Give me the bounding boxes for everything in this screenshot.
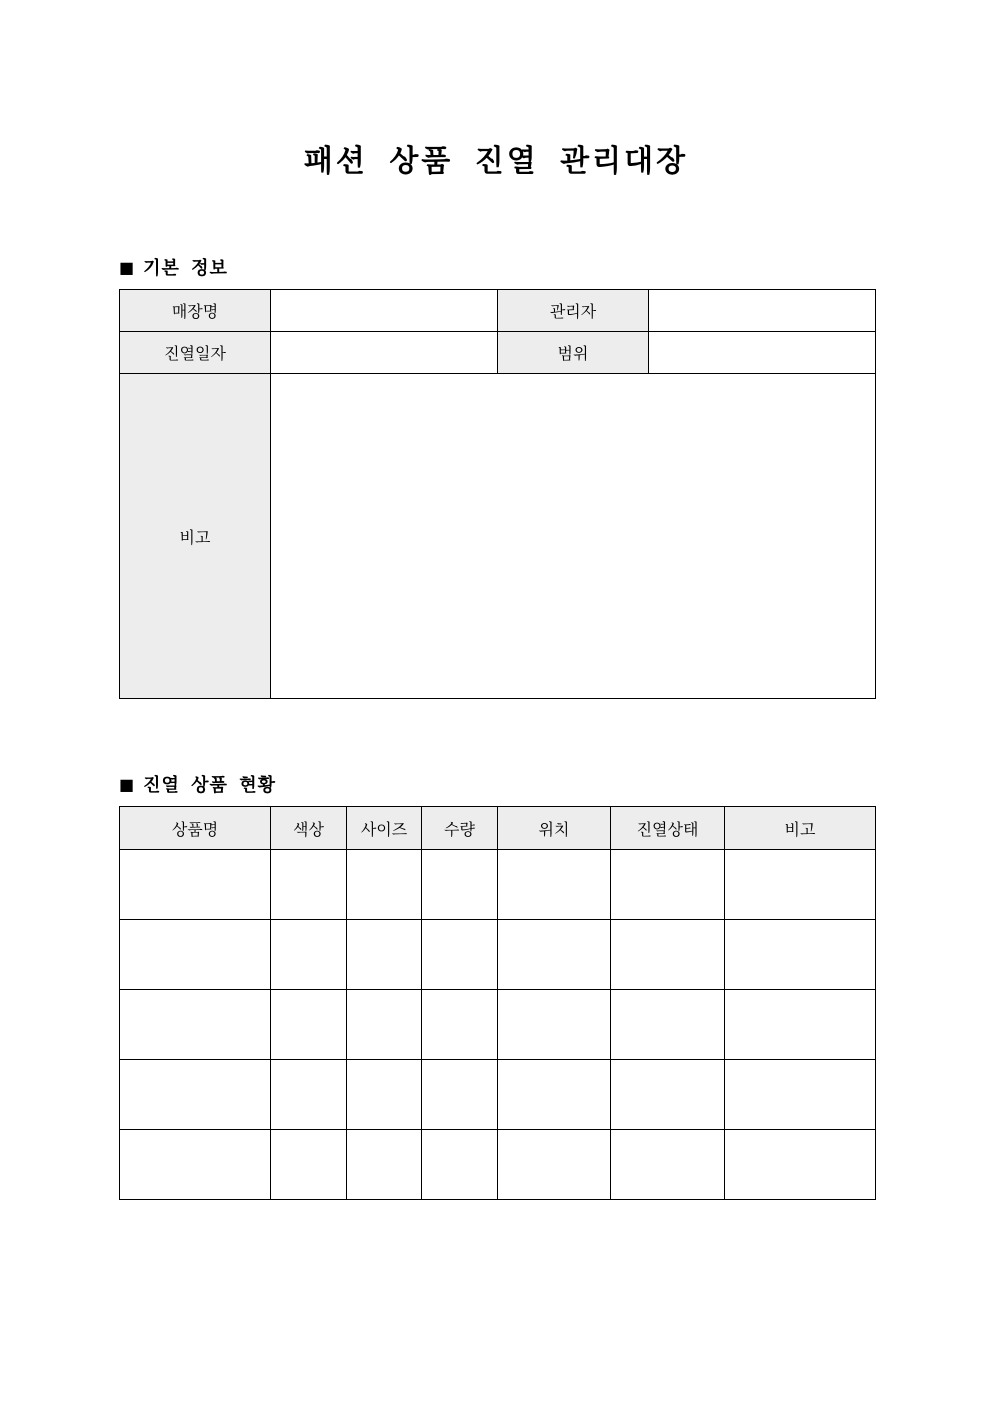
display-status-cell[interactable] [611, 1060, 725, 1130]
quantity-cell[interactable] [422, 990, 498, 1060]
column-header-quantity: 수량 [422, 807, 498, 850]
table-row [120, 920, 876, 990]
manager-label: 관리자 [498, 290, 649, 332]
column-header-remarks: 비고 [725, 807, 876, 850]
page-title: 패션 상품 진열 관리대장 [303, 144, 689, 179]
product-name-cell[interactable] [120, 850, 271, 920]
location-cell[interactable] [498, 850, 611, 920]
store-name-field[interactable] [271, 290, 498, 332]
info-row [120, 374, 876, 699]
product-name-cell[interactable] [120, 990, 271, 1060]
location-cell[interactable] [498, 990, 611, 1060]
remarks-field[interactable] [271, 374, 876, 699]
color-cell[interactable] [271, 920, 347, 990]
store-name-label: 매장명 [120, 290, 271, 332]
products-heading [119, 771, 276, 797]
basic-info-heading [119, 254, 228, 280]
table-row [120, 1060, 876, 1130]
display-status-cell[interactable] [611, 990, 725, 1060]
scope-field[interactable] [649, 332, 876, 374]
product-name-cell[interactable] [120, 1130, 271, 1200]
display-status-cell[interactable] [611, 1130, 725, 1200]
square-bullet-icon: ■ [119, 774, 136, 794]
location-cell[interactable] [498, 1060, 611, 1130]
color-cell[interactable] [271, 850, 347, 920]
info-row [120, 290, 876, 332]
quantity-cell[interactable] [422, 850, 498, 920]
products-table [119, 806, 876, 1200]
column-header-product-name: 상품명 [120, 807, 271, 850]
location-cell[interactable] [498, 1130, 611, 1200]
column-header-display-status: 진열상태 [611, 807, 725, 850]
column-header-color: 색상 [271, 807, 347, 850]
display-date-field[interactable] [271, 332, 498, 374]
color-cell[interactable] [271, 1060, 347, 1130]
quantity-cell[interactable] [422, 920, 498, 990]
column-header-location: 위치 [498, 807, 611, 850]
basic-info-heading-label: 기본 정보 [143, 258, 228, 279]
display-status-cell[interactable] [611, 920, 725, 990]
manager-field[interactable] [649, 290, 876, 332]
remarks-cell[interactable] [725, 920, 876, 990]
size-cell[interactable] [347, 850, 422, 920]
product-name-cell[interactable] [120, 1060, 271, 1130]
products-heading-label: 진열 상품 현황 [143, 775, 276, 796]
size-cell[interactable] [347, 990, 422, 1060]
size-cell[interactable] [347, 1060, 422, 1130]
color-cell[interactable] [271, 990, 347, 1060]
remarks-cell[interactable] [725, 1060, 876, 1130]
remarks-cell[interactable] [725, 850, 876, 920]
table-row [120, 1130, 876, 1200]
products-header-row [120, 807, 876, 850]
square-bullet-icon: ■ [119, 257, 136, 277]
info-row [120, 332, 876, 374]
size-cell[interactable] [347, 920, 422, 990]
quantity-cell[interactable] [422, 1060, 498, 1130]
remarks-cell[interactable] [725, 1130, 876, 1200]
color-cell[interactable] [271, 1130, 347, 1200]
display-date-label: 진열일자 [120, 332, 271, 374]
location-cell[interactable] [498, 920, 611, 990]
size-cell[interactable] [347, 1130, 422, 1200]
remarks-cell[interactable] [725, 990, 876, 1060]
remarks-label: 비고 [120, 374, 271, 699]
quantity-cell[interactable] [422, 1130, 498, 1200]
column-header-size: 사이즈 [347, 807, 422, 850]
product-name-cell[interactable] [120, 920, 271, 990]
basic-info-table [119, 289, 876, 699]
scope-label: 범위 [498, 332, 649, 374]
display-status-cell[interactable] [611, 850, 725, 920]
table-row [120, 990, 876, 1060]
table-row [120, 850, 876, 920]
